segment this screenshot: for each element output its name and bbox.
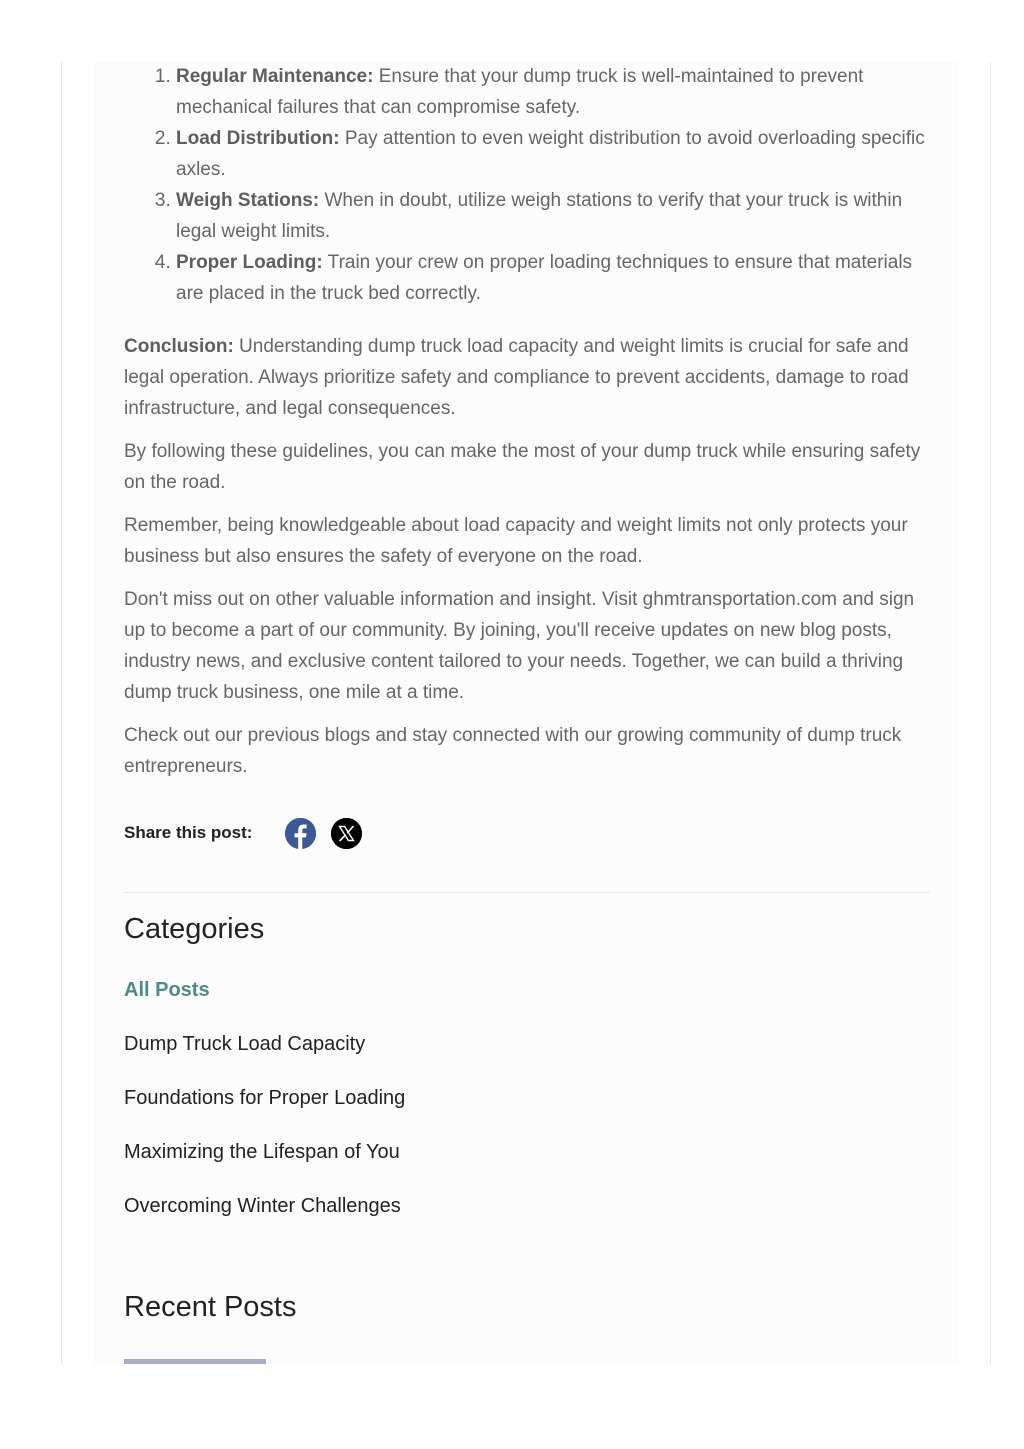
safety-tips-list (124, 61, 936, 309)
body-paragraph: Don't miss out on other valuable information and insight. Visit ghmtransportation.com and sign up to become a part of our community. By joining, you'll receive updates on new blog posts, industry news, and exclusive content tailored to your needs. Together, we can build a thriving dump truck business, one mile at a time. (124, 589, 915, 703)
facebook-icon (285, 818, 316, 849)
tip-text: Ensure that your dump truck is well-maintained to prevent mechanical failures that can compromise safety. (176, 66, 864, 118)
tip-label: Load Distribution: (176, 128, 340, 149)
tip-label: Proper Loading: (176, 252, 323, 273)
conclusion-paragraph (124, 331, 936, 424)
tip-label: Weigh Stations: (176, 190, 320, 211)
share-label: Share this post: (124, 823, 253, 842)
body-paragraph: By following these guidelines, you can make the most of your dump truck while ensuring safety on the road. (124, 441, 921, 493)
share-bar (124, 816, 377, 850)
tip-text: Pay attention to even weight distribution to avoid overloading specific axles. (176, 128, 925, 180)
list-item (176, 247, 936, 309)
tip-label: Regular Maintenance: (176, 66, 374, 87)
facebook-share-button[interactable] (285, 818, 316, 849)
x-share-button[interactable] (331, 818, 362, 849)
category-link[interactable]: Foundations for Proper Loading (124, 1087, 406, 1109)
category-link[interactable]: Overcoming Winter Challenges (124, 1195, 401, 1217)
divider (124, 892, 930, 893)
recent-posts-title: Recent Posts (124, 1291, 297, 1323)
category-link[interactable]: Maximizing the Lifespan of You (124, 1141, 400, 1163)
categories-list (124, 975, 405, 1245)
recent-post-thumbnail[interactable] (124, 1359, 266, 1364)
conclusion-text: Understanding dump truck load capacity and weight limits is crucial for safe and legal operation. Always prioritize safety and compliance to prevent accidents, damage to road infrastructure, and legal consequences. (124, 336, 909, 419)
body-paragraph: Check out our previous blogs and stay connected with our growing community of dump truck entrepreneurs. (124, 725, 902, 777)
list-item (176, 123, 936, 185)
category-link-all-posts[interactable]: All Posts (124, 979, 210, 1001)
category-link[interactable]: Dump Truck Load Capacity (124, 1033, 366, 1055)
tip-text: Train your crew on proper loading techniques to ensure that materials are placed in the truck bed correctly. (176, 252, 913, 304)
body-paragraph: Remember, being knowledgeable about load capacity and weight limits not only protects your business but also ensures the safety of everyone on the road. (124, 515, 908, 567)
post-body (124, 61, 936, 794)
list-item (176, 185, 936, 247)
list-item (176, 61, 936, 123)
x-twitter-icon (331, 818, 362, 849)
categories-title: Categories (124, 913, 265, 945)
tip-text: When in doubt, utilize weigh stations to verify that your truck is within legal weight limits. (176, 190, 903, 242)
conclusion-label: Conclusion: (124, 336, 234, 357)
